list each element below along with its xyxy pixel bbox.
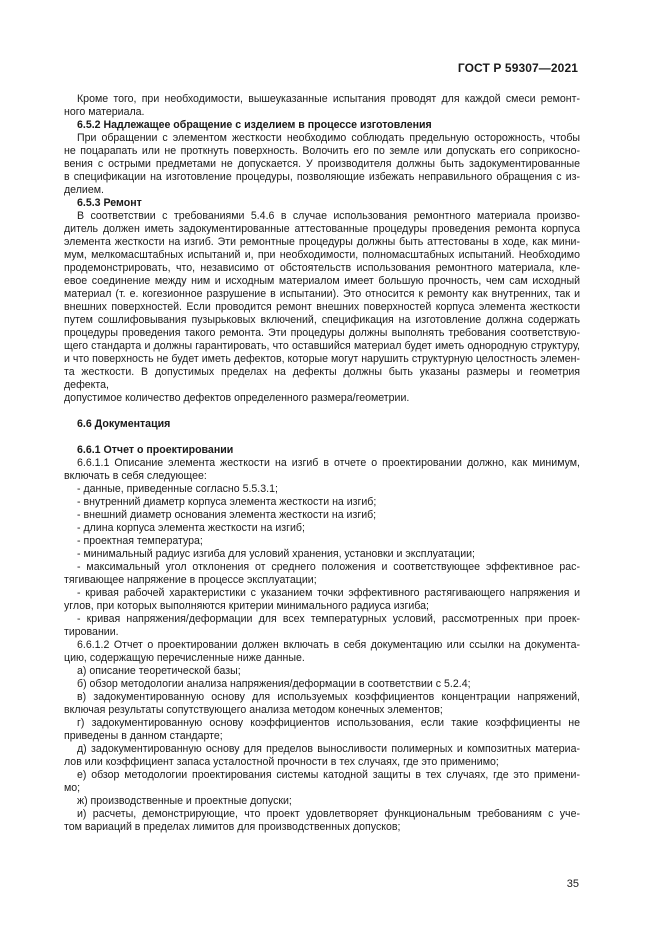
list-item: и) расчеты, демонстрирующие, что проект удовлетворяет функциональным требованиям с уче-: [77, 808, 580, 820]
text-line: вения с острыми предметами не допускается. У производителя должны быть задокументированные: [64, 158, 580, 170]
text-line: цию, содержащую перечисленные ниже данные.: [64, 652, 305, 664]
list-item: б) обзор методологии анализа напряжения/деформации в соответствии с 5.2.4;: [77, 678, 471, 690]
list-item: - максимальный угол отклонения от среднего положения и соответствующее эффективное рас-: [77, 561, 580, 573]
list-item: в) задокументированную основу для используемых коэффициентов концентрации напряжений,: [77, 691, 580, 703]
list-item: г) задокументированную основу коэффициентов использования, если такие коэффициенты не: [77, 717, 580, 729]
text-line: щего стандарта и должны гарантировать, что оставшийся материал будет иметь однородную структуру,: [64, 340, 580, 352]
text-line: тягивающее напряжение в процессе эксплуатации;: [64, 574, 317, 586]
list-item: - проектная температура;: [77, 535, 203, 547]
text-line: лов или коэффициент запаса усталостной прочности в тех случаях, где это применимо;: [64, 756, 499, 768]
section-heading: 6.6 Документация: [77, 418, 171, 430]
text-line: 6.6.1.2 Отчет о проектировании должен включать в себя документацию или ссылки на документа-: [77, 639, 580, 651]
text-line: внешних поверхностей. Если проводится ремонт внешних поверхностей корпуса элемента жесткости: [64, 301, 580, 313]
text-line: тировании.: [64, 626, 119, 638]
list-item: - внешний диаметр основания элемента жесткости на изгиб;: [77, 509, 377, 521]
text-line: продемонстрировать, что, независимо от обстоятельств использования ремонтного материала, кле-: [64, 262, 580, 274]
text-line: дитель должен иметь задокументированные аттестованные процедуры проведения ремонта корпуса: [64, 223, 580, 235]
list-item: е) обзор методологии проектирования системы катодной защиты в тех случаях, где это примени-: [77, 769, 580, 781]
text-line: углов, при которых выполняются критерии минимального радиуса изгиба;: [64, 600, 429, 612]
section-heading: 6.5.2 Надлежащее обращение с изделием в процессе изготовления: [77, 119, 432, 131]
text-line: включать в себя следующее:: [64, 470, 207, 482]
text-line: мо;: [64, 782, 81, 794]
text-line: При обращении с элементом жесткости необходимо соблюдать предельную осторожность, чтобы: [77, 132, 580, 144]
page-number: 35: [566, 878, 579, 890]
list-item: - кривая рабочей характеристики с указанием точки эффективного растягивающего напряжения и: [77, 587, 580, 599]
list-item: - внутренний диаметр корпуса элемента жесткости на изгиб;: [77, 496, 377, 508]
text-line: том вариаций в пределах лимитов для производственных допусков;: [64, 821, 401, 833]
list-item: ж) производственные и проектные допуски;: [77, 795, 292, 807]
text-line: процедуры проведения такого ремонта. Эти процедуры должны выполнять требования соответствую-: [64, 327, 580, 339]
text-line: приведены в данном стандарте;: [64, 730, 223, 742]
text-line: элемента жесткости на изгиб. Эти ремонтные процедуры должны быть аттестованы в ходе, как мини-: [64, 236, 580, 248]
text-line: Кроме того, при необходимости, вышеуказанные испытания проводят для каждой смеси ремонт-: [77, 93, 580, 105]
text-line: включая результаты сопутствующего анализа методом конечных элементов;: [64, 704, 443, 716]
text-line: делием.: [64, 184, 104, 196]
list-item: - минимальный радиус изгиба для условий хранения, установки и эксплуатации;: [77, 548, 475, 560]
page-body: [64, 93, 580, 834]
list-item: а) описание теоретической базы;: [77, 665, 241, 677]
list-item: д) задокументированную основу для пределов выносливости полимерных и композитных материа-: [77, 743, 580, 755]
text-line: и что поверхность не будет иметь дефектов, которые могут нарушить структурную целостность элемен-: [64, 353, 580, 365]
text-line: путем сошлифовывания пузырьковых включений, спецификация на изготовление должна содержать: [64, 314, 580, 326]
text-line: материал (т. е. когезионное разрушение в испытании). Это относится к ремонту как внутренних, так и: [64, 288, 580, 300]
document-code: ГОСТ Р 59307—2021: [457, 61, 578, 75]
text-line: 6.6.1.1 Описание элемента жесткости на изгиб в отчете о проектировании должно, как минимум,: [77, 457, 580, 469]
text-line: та жесткости. В допустимых пределах на дефекты должны быть указаны размеры и геометрия дефекта,: [64, 366, 580, 391]
text-line: не поцарапать или не проткнуть поверхность. Волочить его по земле или допускать его соприкосно-: [64, 145, 580, 157]
text-line: В соответствии с требованиями 5.4.6 в случае использования ремонтного материала произво-: [77, 210, 580, 222]
text-line: евое соединение между ним и исходным материалом имеет большую прочность, чем сам исходный: [64, 275, 580, 287]
list-item: - длина корпуса элемента жесткости на изгиб;: [77, 522, 305, 534]
list-item: - данные, приведенные согласно 5.5.3.1;: [77, 483, 278, 495]
text-line: допустимое количество дефектов определенного размера/геометрии.: [64, 392, 410, 404]
text-line: в спецификации на изготовление процедуры, позволяющие избежать неправильного обращения с из-: [64, 171, 580, 183]
section-heading: 6.6.1 Отчет о проектировании: [77, 444, 234, 456]
list-item: - кривая напряжения/деформации для всех температурных условий, рассмотренных при проек-: [77, 613, 580, 625]
section-heading: 6.5.3 Ремонт: [77, 197, 142, 209]
text-line: ного материала.: [64, 106, 145, 118]
text-line: мум, мелкомасштабных испытаний и, при необходимости, полномасштабных испытаний. Необходимо: [64, 249, 580, 261]
